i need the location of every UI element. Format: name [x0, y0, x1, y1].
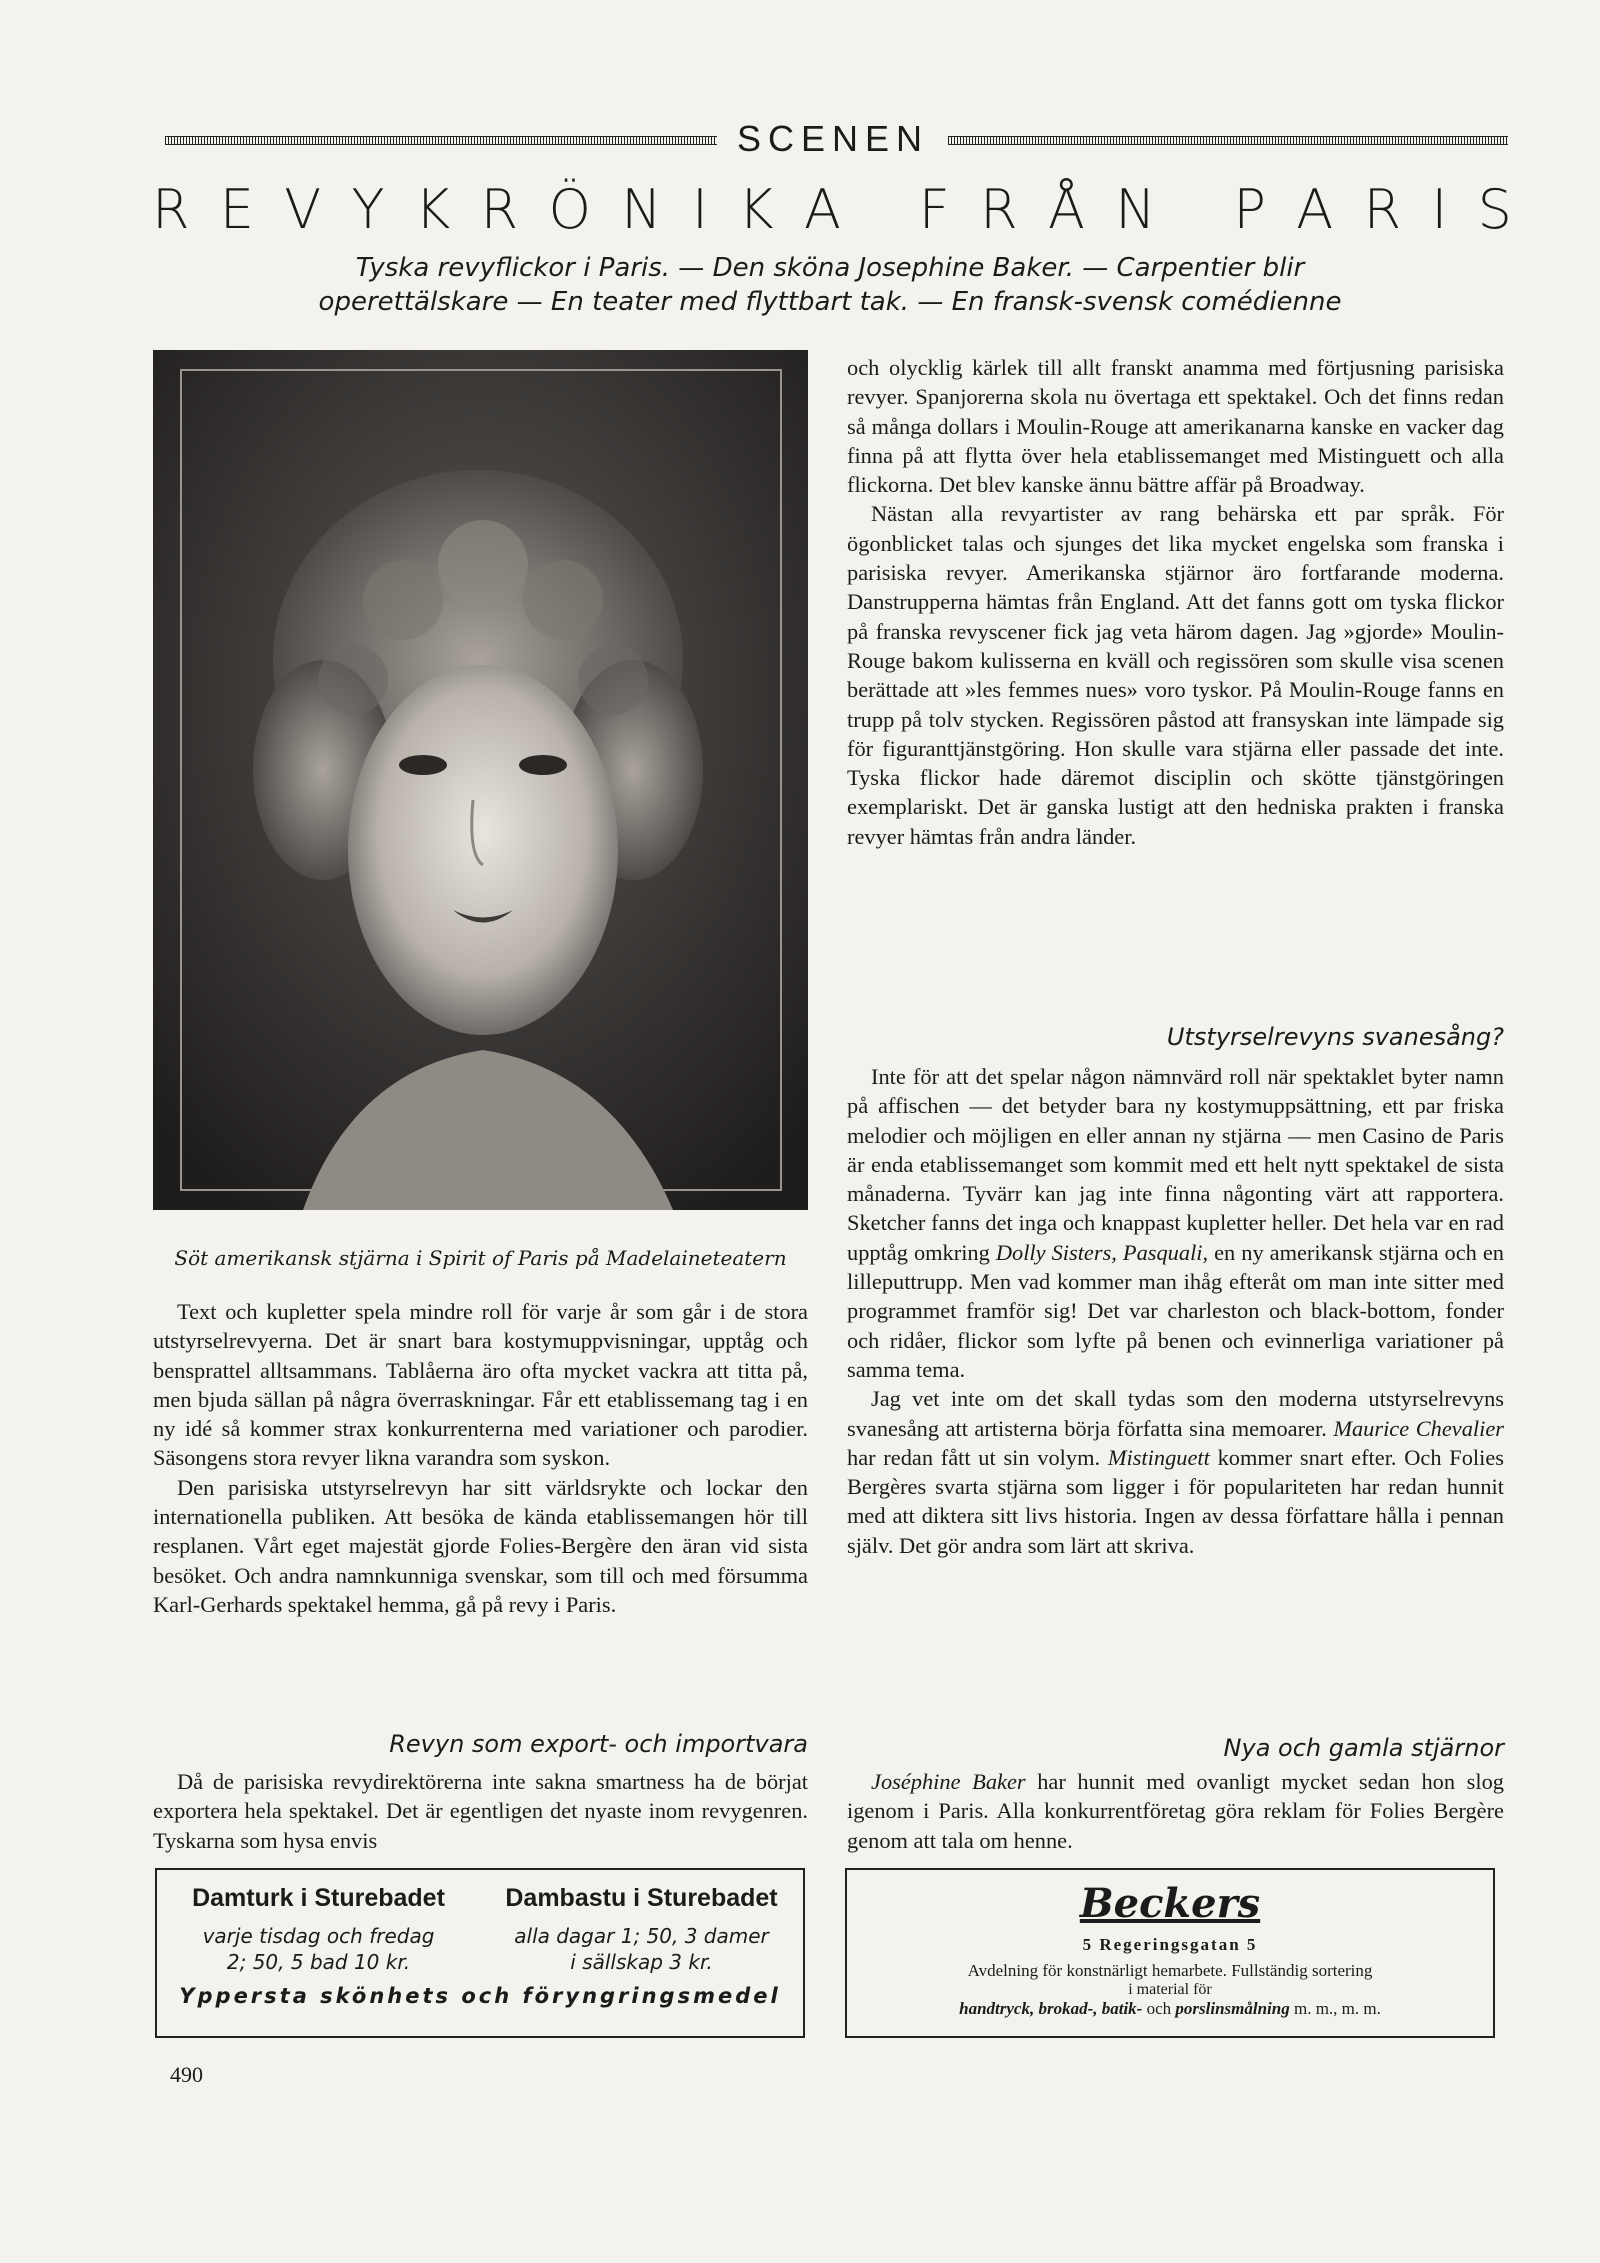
left-column — [153, 1297, 808, 1619]
header-rule-left — [165, 136, 717, 145]
title-letter: K — [414, 178, 451, 241]
damturk-line-2: 2; 50, 5 bad 10 kr. — [226, 1950, 411, 1974]
beckers-advertisement — [845, 1868, 1495, 2038]
title-letter: A — [1296, 178, 1334, 241]
right-subheading-2: Nya och gamla stjärnor — [1223, 1734, 1504, 1762]
title-letter: Y — [351, 178, 385, 241]
beckers-logo: Beckers — [1079, 1880, 1261, 1927]
section-label: SCENEN — [736, 118, 930, 159]
title-letter: K — [738, 178, 774, 241]
dambastu-line-1: alla dagar 1; 50, 3 damer — [514, 1924, 769, 1948]
left-paragraph-1: Text och kupletter spela mindre roll för varje år som går i de stora utstyrselrevyerna. Det är snart bara kostymuppvisningar, upptåg och bensprattel alltsammans. Tablåerna äro ofta mycket vackra att titta på, men bjuda sällan på några överraskningar. Får ett etablissemang tag i en ny idé så kommer strax konkurrenterna med variationer och parodier. Säsongens stora revyer likna varandra som syskon. — [153, 1299, 808, 1471]
right-paragraph-5: Joséphine Baker har hunnit med ovanligt mycket sedan hon slog igenom i Paris. Alla konkurrentföretag göra reklam för Folies Bergère genom att tala om henne. — [847, 1769, 1504, 1853]
dambastu-title: Dambastu i Sturebadet — [505, 1884, 778, 1912]
subtitle-line-1: Tyska revyflickor i Paris. — Den sköna Josephine Baker. — Carpentier blir — [355, 253, 1305, 283]
right-paragraph-2: Nästan alla revyartister av rang behärska ett par språk. För ögonblicket talas och sjunges det lika mycket engelska som franska i parisiska revyer. Amerikanska stjärnor äro fortfarande moderna. Danstrupperna hämtas från England. Att det fanns gott om tyska flickor på franska revyscener fick jag veta härom dagen. Jag »gjorde» Moulin-Rouge bakom kulisserna en kväll och regissören som skulle visa scenen berättade att »les femmes nues» voro tyskor. På Moulin-Rouge fanns en trupp på tolv stycken. Regissören påstod att fransyskan inte lämpade sig för figuranttjänstgöring. Hon skulle vara stjärna eller passade det inte. Tyska flickor hade däremot disciplin och skötte tjänstgöringen exemplariskt. Det är ganska lustigt att den hedniska prakten i franska revyer hämtas från andra länder. — [847, 501, 1504, 849]
right-paragraph-1: och olycklig kärlek till allt franskt anamma med förtjusning parisiska revyer. Spanjorerna skola nu övertaga ett spektakel. Och det finns redan så många dollars i Moulin-Rouge att amerikanarna kanske en vacker dag finna på att flytta över hela etablissemanget med Mistinguett och alla flickorna. Det blev kanske ännu bättre affär på Broadway. — [847, 355, 1504, 498]
title-letter: N — [621, 178, 662, 241]
title-letter — [871, 178, 888, 241]
sturebadet-advertisement — [155, 1868, 805, 2038]
title-letter: V — [284, 178, 322, 241]
title-letter: I — [691, 178, 708, 241]
title-letter — [1186, 178, 1203, 241]
dambastu-line-2: i sällskap 3 kr. — [570, 1950, 713, 1974]
page-number: 490 — [170, 2062, 203, 2087]
subtitle-line-2: operettälskare — En teater med flyttbart tak. — En fransk-svensk comédienne — [318, 287, 1342, 317]
title-letter: R — [1363, 178, 1402, 241]
damturk-line-1: varje tisdag och fredag — [202, 1924, 435, 1948]
dambastu-block — [480, 1884, 803, 1975]
right-column-top — [847, 353, 1504, 851]
title-letter: P — [1233, 178, 1266, 241]
title-letter: F — [918, 178, 950, 241]
right-column-bottom — [847, 1767, 1504, 1855]
left-subheading: Revyn som export- och importvara — [389, 1730, 808, 1758]
article-title — [152, 178, 1512, 241]
beckers-line-3: handtryck, brokad-, batik- och porslinsmålning m. m., m. m. — [959, 1999, 1381, 2018]
title-letter: Å — [1047, 178, 1085, 241]
right-paragraph-3: Inte för att det spelar någon nämnvärd roll när spektaklet byter namn på affischen — det betyder bara ny kostymuppsättning, ett par friska melodier och möjligen en eller annan ny stjärna — men Casino de Paris är enda etablissemanget som kommit med ett helt nytt spektakel de sista månaderna. Tyvärr kan jag inte finna någonting värt att rapportera. Sketcher fanns det inga och knappast kupletter heller. Det hela var en rad upptåg omkring Dolly Sisters, Pasquali, en ny amerikansk stjärna och en lilleputtrupp. Men vad kommer man ihåg efteråt om man inte sitter med programmet framför sig! Det var charleston och black-bottom, fonder och ridåer, flickor som lyfte på benen och evinnerliga variationer på samma tema. — [847, 1064, 1504, 1382]
damturk-title: Damturk i Sturebadet — [192, 1884, 445, 1912]
beckers-address: 5 Regeringsgatan 5 — [1082, 1935, 1258, 1954]
title-letter: R — [480, 178, 519, 241]
portrait-photo — [153, 350, 808, 1210]
left-paragraph-2: Den parisiska utstyrselrevyn har sitt världsrykte och lockar den internationella publiken. Att besöka de kända etablissemangen hör till resplanen. Vårt eget majestät gjorde Folies-Bergère den äran vid sista besöket. Och andra namnkunniga svenskar, som till och med försumma Karl-Gerhards spektakel hemma, gå på revy i Paris. — [153, 1474, 808, 1617]
title-letter: R — [980, 178, 1018, 241]
photo-caption: Söt amerikansk stjärna i Spirit of Paris på Madelaineteatern — [174, 1246, 787, 1270]
right-paragraph-4: Jag vet inte om det skall tydas som den moderna utstyrselrevyns svanesång att artisterna börja författa sina memoarer. Maurice Chevalier har redan fått ut sin volym. Mistinguett kommer snart efter. Och Folies Bergères svarta stjärna som ligger i för populariteten har redan hunnit med att diktera sitt livs historia. Ingen av dessa författare hålla i pennan själv. Det gör andra som lärt att skriva. — [847, 1386, 1504, 1558]
sturebadet-slogan: Yppersta skönhets och föryngringsmedel — [179, 1984, 781, 2008]
header-rule-right — [948, 136, 1508, 145]
damturk-block — [157, 1884, 480, 1975]
right-column-middle — [847, 1062, 1504, 1560]
title-letter: I — [1431, 178, 1448, 241]
left-column-bottom — [153, 1767, 808, 1855]
beckers-line-2: i material för — [1128, 1981, 1212, 1998]
title-letter: S — [1477, 178, 1512, 241]
title-letter: Ö — [548, 178, 591, 241]
left-paragraph-3: Då de parisiska revydirektörerna inte sakna smartness ha de börjat exportera hela spektakel. Det är egentligen det nyaste inom revygenren. Tyskarna som hysa envis — [153, 1769, 808, 1853]
title-letter: E — [219, 178, 254, 241]
right-subheading-1: Utstyrselrevyns svanesång? — [1166, 1023, 1504, 1051]
beckers-line-1: Avdelning för konstnärligt hemarbete. Fullständig sortering — [967, 1961, 1373, 1980]
title-letter: A — [803, 178, 841, 241]
title-letter: R — [152, 178, 190, 241]
title-letter: N — [1115, 178, 1156, 241]
